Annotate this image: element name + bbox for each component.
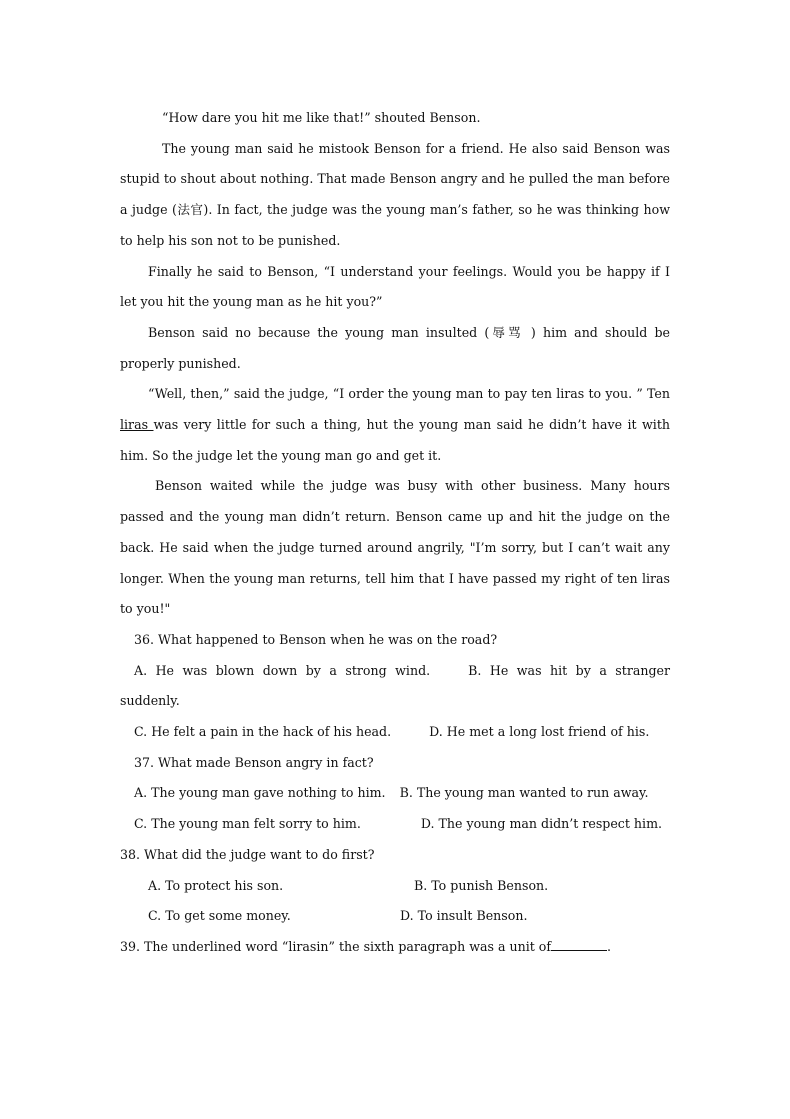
paragraph-6: Benson waited while the judge was busy with other business. Many hours passed and the young man didn’t return. Benson came up and hit the judge on the back. He said when the judge turned around angrily, "I’m sorry, but I can’t wait any longer. When the young man returns, tell him that I have passed my right of ten liras to you!" xyxy=(120,478,670,617)
option-37-d[interactable]: D. The young man didn’t respect him. xyxy=(420,816,663,832)
question-37-options-ab xyxy=(120,778,670,809)
question-37-options-cd xyxy=(120,809,670,840)
option-38-b[interactable]: B. To punish Benson. xyxy=(414,877,549,893)
option-38-c[interactable]: C. To get some money. xyxy=(148,908,291,924)
paragraph-4: Benson said no because the young man insulted (辱骂 ) him and should be properly punished. xyxy=(120,324,670,371)
question-39 xyxy=(120,932,670,963)
paragraph-5-start: “Well, then,” said the judge, “I order the young man to pay ten liras to you. ” Ten xyxy=(148,386,670,402)
option-37-c[interactable]: C. The young man felt sorry to him. xyxy=(134,816,361,832)
question-39-text: 39. The underlined word “lirasin” the sixth paragraph was a unit of xyxy=(120,938,552,954)
option-36-a[interactable]: A. He was blown down by a strong wind. xyxy=(134,662,431,678)
question-39-period: . xyxy=(607,938,612,954)
question-36-options-cd xyxy=(120,717,670,748)
paragraph-5 xyxy=(120,379,670,471)
paragraph-1: “How dare you hit me like that!” shouted Benson. xyxy=(162,110,481,125)
option-38-d[interactable]: D. To insult Benson. xyxy=(400,908,528,924)
answer-blank-39[interactable] xyxy=(551,938,607,951)
option-36-b[interactable]: B. He was hit by a stranger suddenly. xyxy=(120,662,671,709)
option-38-a[interactable]: A. To protect his son. xyxy=(148,877,284,893)
option-36-d[interactable]: D. He met a long lost friend of his. xyxy=(429,724,650,740)
question-37-stem: 37. What made Benson angry in fact? xyxy=(134,754,374,770)
question-39-stem xyxy=(120,932,670,963)
question-37 xyxy=(120,748,670,840)
question-38-stem: 38. What did the judge want to do first? xyxy=(120,846,375,862)
question-36 xyxy=(120,625,670,748)
option-37-a[interactable]: A. The young man gave nothing to him. xyxy=(134,785,386,801)
option-37-b[interactable]: B. The young man wanted to run away. xyxy=(399,785,649,801)
question-38-options-ab xyxy=(120,871,670,902)
question-38-options-cd xyxy=(120,901,670,932)
question-36-stem: 36. What happened to Benson when he was on the road? xyxy=(134,631,498,647)
underlined-word-liras: liras xyxy=(120,417,154,433)
paragraph-3: Finally he said to Benson, “I understand your feelings. Would you be happy if I let you hit the young man as he hit you?” xyxy=(120,263,670,310)
question-36-options-ab xyxy=(120,656,670,717)
paragraph-5-end: was very little for such a thing, hut the young man said he didn’t have it with him. So the judge let the young man go and get it. xyxy=(120,417,670,463)
question-38 xyxy=(120,840,670,932)
paragraph-2: The young man said he mistook Benson for a friend. He also said Benson was stupid to shout about nothing. That made Benson angry and he pulled the man before a judge (法官). In fact, the judge was the young man’s father, so he was thinking how to help his son not to be punished. xyxy=(120,140,670,248)
option-36-c[interactable]: C. He felt a pain in the hack of his head. xyxy=(134,724,392,740)
